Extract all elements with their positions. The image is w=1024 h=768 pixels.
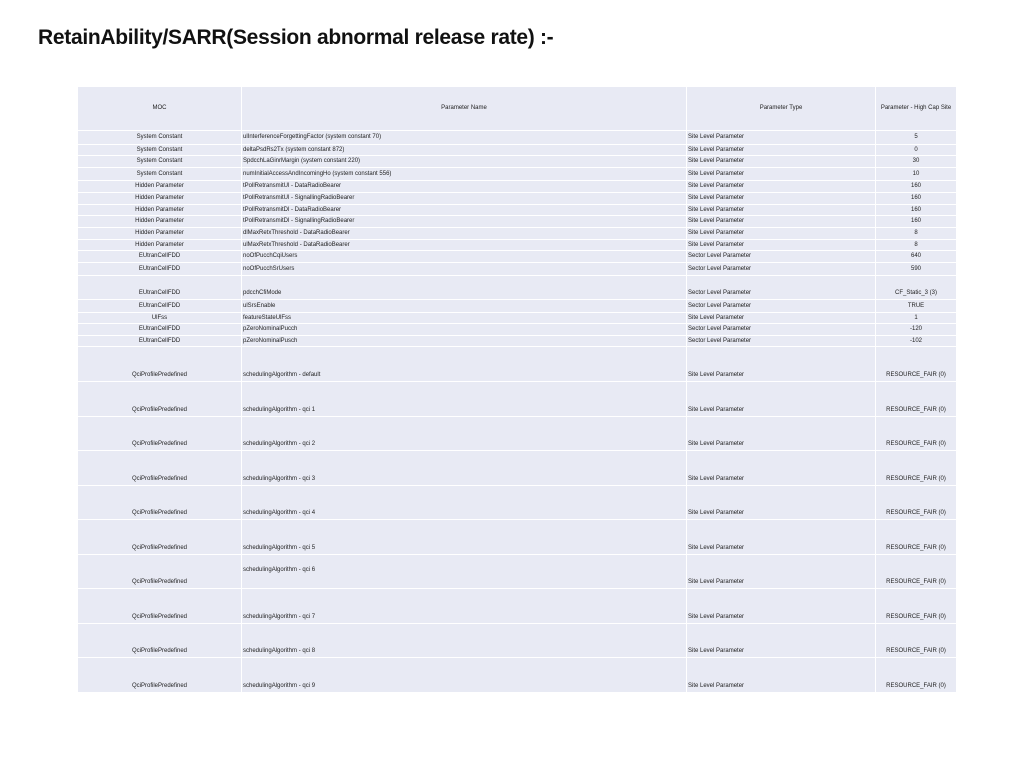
cell-parameter-name: featureStateUlFss [242, 313, 687, 324]
cell-parameter-type: Site Level Parameter [687, 205, 876, 216]
cell-parameter-name: tPollRetransmitUl - SignallingRadioBearer [242, 193, 687, 205]
cell-parameter-name: ulInterferenceForgettingFactor (system constant 70) [242, 131, 687, 145]
cell-parameter-name: numInitialAccessAndIncomingHo (system constant 556) [242, 168, 687, 181]
cell-parameter-type: Sector Level Parameter [687, 336, 876, 347]
cell-high-cap-value: 160 [876, 205, 957, 216]
cell-parameter-type: Site Level Parameter [687, 313, 876, 324]
cell-parameter-name: schedulingAlgorithm - qci 1 [242, 382, 687, 417]
cell-high-cap-value: RESOURCE_FAIR (0) [876, 417, 957, 451]
cell-parameter-type: Sector Level Parameter [687, 263, 876, 276]
cell-high-cap-value: RESOURCE_FAIR (0) [876, 347, 957, 382]
header-moc: MOC [78, 87, 242, 131]
cell-moc: Hidden Parameter [78, 193, 242, 205]
cell-moc: System Constant [78, 145, 242, 156]
cell-moc: QciProfilePredefined [78, 451, 242, 486]
cell-moc: UlFss [78, 313, 242, 324]
cell-high-cap-value: 0 [876, 145, 957, 156]
cell-parameter-type: Site Level Parameter [687, 555, 876, 589]
cell-moc: EUtranCellFDD [78, 324, 242, 336]
cell-parameter-name: noOfPucchCqiUsers [242, 251, 687, 263]
table-row [78, 251, 957, 263]
cell-parameter-name: ulSrsEnable [242, 300, 687, 313]
cell-high-cap-value: 8 [876, 228, 957, 240]
cell-parameter-name: tPollRetransmitDl - DataRadioBearer [242, 205, 687, 216]
cell-parameter-type: Sector Level Parameter [687, 300, 876, 313]
cell-parameter-name: pZeroNominalPucch [242, 324, 687, 336]
cell-moc: QciProfilePredefined [78, 382, 242, 417]
cell-parameter-type: Site Level Parameter [687, 181, 876, 193]
cell-moc: QciProfilePredefined [78, 486, 242, 520]
cell-parameter-type: Site Level Parameter [687, 486, 876, 520]
cell-high-cap-value: RESOURCE_FAIR (0) [876, 658, 957, 693]
cell-high-cap-value: 1 [876, 313, 957, 324]
cell-high-cap-value: -102 [876, 336, 957, 347]
cell-parameter-type: Site Level Parameter [687, 417, 876, 451]
cell-moc: QciProfilePredefined [78, 347, 242, 382]
cell-parameter-name: deltaPsdRs2Tx (system constant 872) [242, 145, 687, 156]
cell-high-cap-value: RESOURCE_FAIR (0) [876, 451, 957, 486]
cell-high-cap-value: 590 [876, 263, 957, 276]
table-row [78, 324, 957, 336]
cell-parameter-type: Site Level Parameter [687, 156, 876, 168]
cell-parameter-name: schedulingAlgorithm - qci 7 [242, 589, 687, 624]
cell-parameter-name: tPollRetransmitUl - DataRadioBearer [242, 181, 687, 193]
cell-parameter-name: pdcchCfiMode [242, 276, 687, 300]
cell-high-cap-value: 160 [876, 216, 957, 228]
table-row [78, 168, 957, 181]
cell-moc: Hidden Parameter [78, 205, 242, 216]
table-row [78, 382, 957, 417]
cell-high-cap-value: 8 [876, 240, 957, 251]
cell-parameter-type: Site Level Parameter [687, 451, 876, 486]
cell-high-cap-value: -120 [876, 324, 957, 336]
cell-high-cap-value: 160 [876, 193, 957, 205]
cell-parameter-name: noOfPucchSrUsers [242, 263, 687, 276]
cell-moc: QciProfilePredefined [78, 624, 242, 658]
cell-parameter-name: schedulingAlgorithm - qci 9 [242, 658, 687, 693]
cell-parameter-type: Site Level Parameter [687, 228, 876, 240]
table-row [78, 417, 957, 451]
cell-high-cap-value: RESOURCE_FAIR (0) [876, 555, 957, 589]
table-row [78, 555, 957, 589]
cell-moc: EUtranCellFDD [78, 263, 242, 276]
cell-parameter-name: ulMaxRetxThreshold - DataRadioBearer [242, 240, 687, 251]
table-row [78, 145, 957, 156]
cell-moc: System Constant [78, 168, 242, 181]
table-row [78, 336, 957, 347]
cell-moc: System Constant [78, 156, 242, 168]
cell-moc: QciProfilePredefined [78, 520, 242, 555]
table-row [78, 193, 957, 205]
cell-parameter-name: schedulingAlgorithm - default [242, 347, 687, 382]
cell-parameter-type: Site Level Parameter [687, 589, 876, 624]
cell-high-cap-value: RESOURCE_FAIR (0) [876, 520, 957, 555]
cell-moc: EUtranCellFDD [78, 251, 242, 263]
cell-parameter-type: Site Level Parameter [687, 520, 876, 555]
header-parameter-name: Parameter Name [242, 87, 687, 131]
table-body [78, 131, 957, 693]
table-row [78, 263, 957, 276]
table-row [78, 216, 957, 228]
cell-high-cap-value: 30 [876, 156, 957, 168]
table-row [78, 658, 957, 693]
cell-high-cap-value: 640 [876, 251, 957, 263]
table-row [78, 451, 957, 486]
cell-parameter-name: SpdcchLaGinrMargin (system constant 220) [242, 156, 687, 168]
table-row [78, 589, 957, 624]
cell-moc: EUtranCellFDD [78, 336, 242, 347]
cell-parameter-name: schedulingAlgorithm - qci 8 [242, 624, 687, 658]
cell-high-cap-value: RESOURCE_FAIR (0) [876, 486, 957, 520]
cell-moc: QciProfilePredefined [78, 417, 242, 451]
cell-parameter-name: schedulingAlgorithm - qci 5 [242, 520, 687, 555]
table-row [78, 276, 957, 300]
cell-moc: Hidden Parameter [78, 240, 242, 251]
cell-parameter-name: schedulingAlgorithm - qci 4 [242, 486, 687, 520]
cell-parameter-name: schedulingAlgorithm - qci 2 [242, 417, 687, 451]
cell-moc: EUtranCellFDD [78, 276, 242, 300]
table-row [78, 131, 957, 145]
cell-moc: Hidden Parameter [78, 216, 242, 228]
cell-high-cap-value: RESOURCE_FAIR (0) [876, 589, 957, 624]
parameter-table [77, 86, 957, 693]
cell-parameter-type: Site Level Parameter [687, 216, 876, 228]
table-row [78, 520, 957, 555]
slide-title: RetainAbility/SARR(Session abnormal release rate) :- [38, 26, 554, 49]
cell-parameter-name: pZeroNominalPusch [242, 336, 687, 347]
cell-high-cap-value: CF_Static_3 (3) [876, 276, 957, 300]
cell-high-cap-value: 160 [876, 181, 957, 193]
cell-parameter-name: tPollRetransmitDl - SignallingRadioBearer [242, 216, 687, 228]
table-row [78, 240, 957, 251]
cell-moc: QciProfilePredefined [78, 589, 242, 624]
table-row [78, 624, 957, 658]
cell-parameter-name: schedulingAlgorithm - qci 6 [242, 555, 687, 589]
cell-moc: EUtranCellFDD [78, 300, 242, 313]
cell-parameter-type: Site Level Parameter [687, 658, 876, 693]
table-row [78, 313, 957, 324]
cell-parameter-name: schedulingAlgorithm - qci 3 [242, 451, 687, 486]
table-row [78, 156, 957, 168]
cell-high-cap-value: RESOURCE_FAIR (0) [876, 382, 957, 417]
table-header-row [78, 87, 957, 131]
cell-moc: Hidden Parameter [78, 181, 242, 193]
cell-high-cap-value: 10 [876, 168, 957, 181]
table-row [78, 228, 957, 240]
cell-high-cap-value: 5 [876, 131, 957, 145]
table-row [78, 181, 957, 193]
cell-moc: QciProfilePredefined [78, 658, 242, 693]
cell-high-cap-value: RESOURCE_FAIR (0) [876, 624, 957, 658]
table-row [78, 205, 957, 216]
cell-moc: Hidden Parameter [78, 228, 242, 240]
cell-parameter-type: Site Level Parameter [687, 145, 876, 156]
cell-parameter-type: Site Level Parameter [687, 347, 876, 382]
cell-parameter-type: Site Level Parameter [687, 131, 876, 145]
header-parameter-type: Parameter Type [687, 87, 876, 131]
cell-parameter-type: Sector Level Parameter [687, 251, 876, 263]
cell-parameter-type: Site Level Parameter [687, 624, 876, 658]
cell-parameter-type: Site Level Parameter [687, 193, 876, 205]
cell-high-cap-value: TRUE [876, 300, 957, 313]
table-row [78, 347, 957, 382]
cell-moc: System Constant [78, 131, 242, 145]
cell-moc: QciProfilePredefined [78, 555, 242, 589]
cell-parameter-type: Sector Level Parameter [687, 276, 876, 300]
cell-parameter-type: Site Level Parameter [687, 240, 876, 251]
header-high-cap-value: Parameter - High Cap Site [876, 87, 957, 131]
cell-parameter-name: dlMaxRetxThreshold - DataRadioBearer [242, 228, 687, 240]
cell-parameter-type: Site Level Parameter [687, 382, 876, 417]
cell-parameter-type: Sector Level Parameter [687, 324, 876, 336]
cell-parameter-type: Site Level Parameter [687, 168, 876, 181]
table-row [78, 300, 957, 313]
table-row [78, 486, 957, 520]
